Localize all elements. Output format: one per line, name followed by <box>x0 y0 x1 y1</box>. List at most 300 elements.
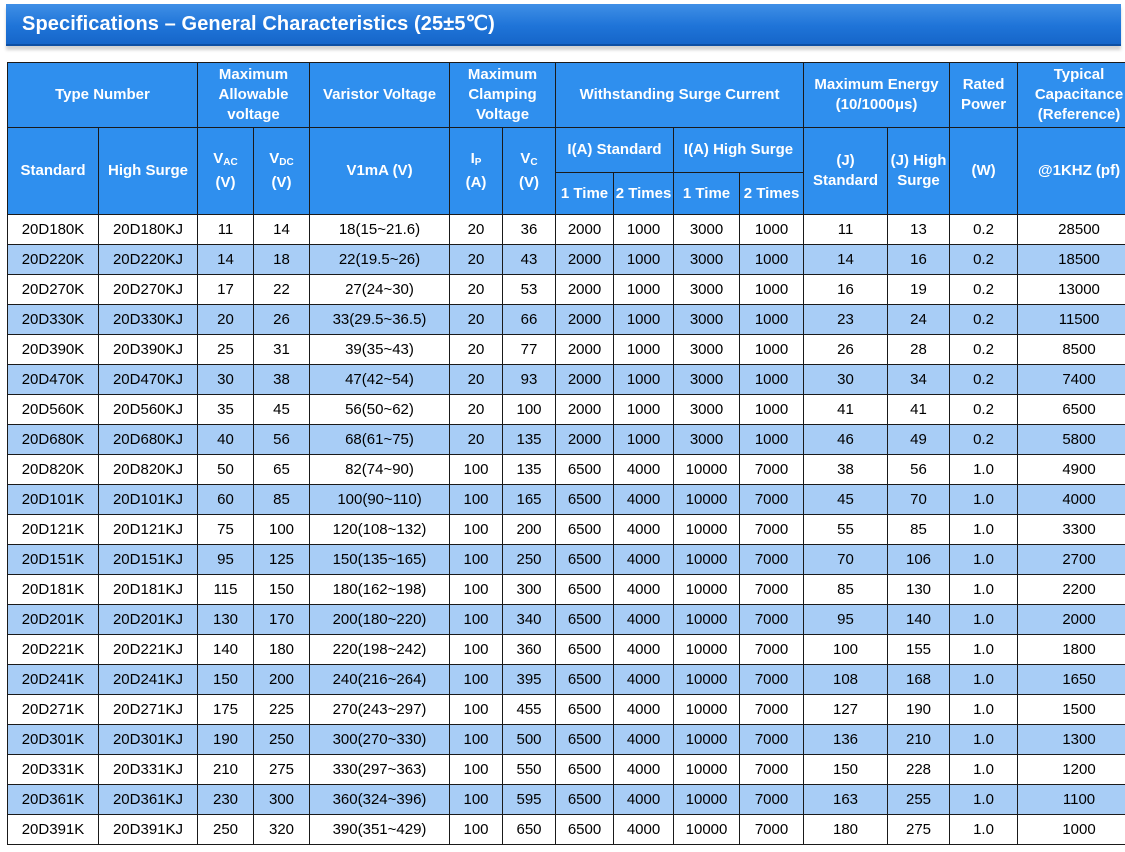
cell-type-high-surge: 20D391KJ <box>99 815 198 845</box>
cell-rated-power: 1.0 <box>950 485 1018 515</box>
header-withstanding-surge-current: Withstanding Surge Current <box>556 63 804 128</box>
header-power-unit: (W) <box>950 128 1018 215</box>
cell-surge-std-2: 1000 <box>614 305 674 335</box>
cell-surge-hs-1: 10000 <box>674 725 740 755</box>
cell-ip: 100 <box>450 725 503 755</box>
cell-type-standard: 20D330K <box>8 305 99 335</box>
cell-surge-std-1: 6500 <box>556 545 614 575</box>
cell-energy-hs: 155 <box>888 635 950 665</box>
cell-v1ma: 100(90~110) <box>310 485 450 515</box>
cell-surge-hs-2: 7000 <box>740 455 804 485</box>
cell-vc: 135 <box>503 455 556 485</box>
cell-type-high-surge: 20D121KJ <box>99 515 198 545</box>
cell-ip: 20 <box>450 215 503 245</box>
cell-surge-hs-1: 3000 <box>674 365 740 395</box>
header-vdc: $V_{DC}$ (V) <box>254 128 310 215</box>
cell-vdc: 38 <box>254 365 310 395</box>
cell-v1ma: 120(108~132) <box>310 515 450 545</box>
cell-energy-std: 46 <box>804 425 888 455</box>
header-max-clamping-voltage: Maximum Clamping Voltage <box>450 63 556 128</box>
cell-ip: 100 <box>450 545 503 575</box>
cell-surge-std-2: 4000 <box>614 815 674 845</box>
cell-energy-std: 45 <box>804 485 888 515</box>
cell-surge-std-2: 4000 <box>614 665 674 695</box>
cell-vc: 135 <box>503 425 556 455</box>
cell-rated-power: 1.0 <box>950 575 1018 605</box>
table-row <box>8 695 1125 725</box>
cell-energy-hs: 106 <box>888 545 950 575</box>
cell-vac: 14 <box>198 245 254 275</box>
cell-rated-power: 0.2 <box>950 365 1018 395</box>
cell-ip: 100 <box>450 575 503 605</box>
cell-rated-power: 1.0 <box>950 695 1018 725</box>
cell-vdc: 320 <box>254 815 310 845</box>
cell-rated-power: 1.0 <box>950 605 1018 635</box>
cell-vac: 75 <box>198 515 254 545</box>
cell-v1ma: 360(324~396) <box>310 785 450 815</box>
cell-energy-hs: 275 <box>888 815 950 845</box>
cell-rated-power: 1.0 <box>950 785 1018 815</box>
cell-surge-std-2: 4000 <box>614 455 674 485</box>
cell-energy-hs: 19 <box>888 275 950 305</box>
cell-energy-std: 11 <box>804 215 888 245</box>
cell-capacitance: 1800 <box>1018 635 1125 665</box>
spec-table <box>7 62 1125 845</box>
cell-energy-hs: 34 <box>888 365 950 395</box>
header-typical-capacitance: Typical Capacitance (Reference) <box>1018 63 1125 128</box>
header-std-one-time: 1 Time <box>556 173 614 215</box>
cell-capacitance: 4900 <box>1018 455 1125 485</box>
cell-vc: 455 <box>503 695 556 725</box>
cell-v1ma: 330(297~363) <box>310 755 450 785</box>
cell-surge-std-2: 1000 <box>614 425 674 455</box>
cell-vac: 150 <box>198 665 254 695</box>
cell-v1ma: 220(198~242) <box>310 635 450 665</box>
cell-type-high-surge: 20D201KJ <box>99 605 198 635</box>
cell-surge-std-2: 4000 <box>614 605 674 635</box>
cell-vdc: 225 <box>254 695 310 725</box>
cell-surge-std-2: 1000 <box>614 335 674 365</box>
cell-vdc: 200 <box>254 665 310 695</box>
table-row <box>8 725 1125 755</box>
cell-surge-hs-2: 1000 <box>740 245 804 275</box>
cell-capacitance: 1650 <box>1018 665 1125 695</box>
cell-surge-hs-1: 10000 <box>674 605 740 635</box>
cell-energy-std: 16 <box>804 275 888 305</box>
cell-ip: 20 <box>450 365 503 395</box>
cell-vac: 25 <box>198 335 254 365</box>
cell-surge-std-1: 2000 <box>556 425 614 455</box>
table-row <box>8 395 1125 425</box>
cell-surge-hs-2: 1000 <box>740 275 804 305</box>
cell-v1ma: 270(243~297) <box>310 695 450 725</box>
cell-vdc: 170 <box>254 605 310 635</box>
cell-rated-power: 0.2 <box>950 395 1018 425</box>
cell-energy-std: 23 <box>804 305 888 335</box>
cell-surge-std-1: 6500 <box>556 725 614 755</box>
cell-surge-hs-2: 1000 <box>740 335 804 365</box>
cell-vdc: 31 <box>254 335 310 365</box>
cell-capacitance: 7400 <box>1018 365 1125 395</box>
cell-surge-std-2: 4000 <box>614 485 674 515</box>
cell-vac: 140 <box>198 635 254 665</box>
cell-surge-std-1: 2000 <box>556 335 614 365</box>
table-row <box>8 605 1125 635</box>
cell-rated-power: 1.0 <box>950 455 1018 485</box>
header-type-number: Type Number <box>8 63 198 128</box>
header-std-two-times: 2 Times <box>614 173 674 215</box>
cell-type-high-surge: 20D181KJ <box>99 575 198 605</box>
cell-vc: 250 <box>503 545 556 575</box>
cell-capacitance: 1200 <box>1018 755 1125 785</box>
cell-energy-hs: 41 <box>888 395 950 425</box>
cell-vac: 250 <box>198 815 254 845</box>
cell-rated-power: 0.2 <box>950 425 1018 455</box>
cell-type-high-surge: 20D330KJ <box>99 305 198 335</box>
cell-rated-power: 1.0 <box>950 635 1018 665</box>
cell-vdc: 125 <box>254 545 310 575</box>
cell-capacitance: 13000 <box>1018 275 1125 305</box>
cell-type-high-surge: 20D470KJ <box>99 365 198 395</box>
cell-type-standard: 20D180K <box>8 215 99 245</box>
cell-vdc: 250 <box>254 725 310 755</box>
cell-type-standard: 20D390K <box>8 335 99 365</box>
cell-energy-hs: 56 <box>888 455 950 485</box>
cell-vdc: 85 <box>254 485 310 515</box>
cell-surge-hs-1: 3000 <box>674 335 740 365</box>
cell-energy-std: 30 <box>804 365 888 395</box>
cell-type-standard: 20D680K <box>8 425 99 455</box>
cell-vac: 210 <box>198 755 254 785</box>
cell-energy-hs: 85 <box>888 515 950 545</box>
cell-energy-std: 108 <box>804 665 888 695</box>
cell-energy-std: 180 <box>804 815 888 845</box>
cell-capacitance: 1000 <box>1018 815 1125 845</box>
cell-type-high-surge: 20D680KJ <box>99 425 198 455</box>
cell-capacitance: 4000 <box>1018 485 1125 515</box>
cell-rated-power: 1.0 <box>950 725 1018 755</box>
cell-energy-hs: 140 <box>888 605 950 635</box>
cell-type-high-surge: 20D180KJ <box>99 215 198 245</box>
cell-rated-power: 0.2 <box>950 275 1018 305</box>
cell-surge-hs-1: 10000 <box>674 635 740 665</box>
cell-type-high-surge: 20D241KJ <box>99 665 198 695</box>
cell-type-standard: 20D201K <box>8 605 99 635</box>
cell-vc: 550 <box>503 755 556 785</box>
table-row <box>8 635 1125 665</box>
cell-v1ma: 200(180~220) <box>310 605 450 635</box>
cell-vc: 53 <box>503 275 556 305</box>
header-max-energy: Maximum Energy (10/1000μs) <box>804 63 950 128</box>
cell-energy-hs: 210 <box>888 725 950 755</box>
cell-ip: 100 <box>450 515 503 545</box>
cell-surge-std-1: 6500 <box>556 485 614 515</box>
cell-surge-std-2: 4000 <box>614 515 674 545</box>
cell-surge-hs-2: 7000 <box>740 785 804 815</box>
cell-capacitance: 11500 <box>1018 305 1125 335</box>
cell-vc: 100 <box>503 395 556 425</box>
cell-vac: 230 <box>198 785 254 815</box>
cell-surge-hs-1: 3000 <box>674 215 740 245</box>
cell-type-high-surge: 20D221KJ <box>99 635 198 665</box>
cell-surge-hs-2: 7000 <box>740 515 804 545</box>
cell-vdc: 100 <box>254 515 310 545</box>
cell-surge-std-1: 6500 <box>556 665 614 695</box>
cell-surge-hs-2: 7000 <box>740 755 804 785</box>
cell-v1ma: 68(61~75) <box>310 425 450 455</box>
cell-surge-hs-1: 10000 <box>674 515 740 545</box>
cell-vac: 11 <box>198 215 254 245</box>
cell-surge-std-2: 1000 <box>614 365 674 395</box>
cell-surge-hs-1: 3000 <box>674 425 740 455</box>
cell-ip: 20 <box>450 395 503 425</box>
cell-vac: 95 <box>198 545 254 575</box>
cell-energy-std: 95 <box>804 605 888 635</box>
cell-capacitance: 18500 <box>1018 245 1125 275</box>
cell-v1ma: 180(162~198) <box>310 575 450 605</box>
cell-vdc: 18 <box>254 245 310 275</box>
cell-type-high-surge: 20D270KJ <box>99 275 198 305</box>
cell-vdc: 65 <box>254 455 310 485</box>
cell-ip: 20 <box>450 245 503 275</box>
cell-vc: 36 <box>503 215 556 245</box>
cell-ip: 20 <box>450 425 503 455</box>
cell-surge-hs-1: 3000 <box>674 305 740 335</box>
cell-energy-std: 38 <box>804 455 888 485</box>
cell-capacitance: 1300 <box>1018 725 1125 755</box>
cell-vc: 395 <box>503 665 556 695</box>
cell-energy-hs: 190 <box>888 695 950 725</box>
header-ia-high-surge: I(A) High Surge <box>674 128 804 173</box>
cell-surge-hs-1: 10000 <box>674 485 740 515</box>
cell-capacitance: 8500 <box>1018 335 1125 365</box>
cell-vc: 43 <box>503 245 556 275</box>
cell-energy-std: 85 <box>804 575 888 605</box>
cell-rated-power: 0.2 <box>950 215 1018 245</box>
cell-type-standard: 20D331K <box>8 755 99 785</box>
cell-vac: 35 <box>198 395 254 425</box>
cell-surge-hs-2: 7000 <box>740 485 804 515</box>
cell-vdc: 180 <box>254 635 310 665</box>
cell-surge-hs-2: 1000 <box>740 395 804 425</box>
cell-capacitance: 5800 <box>1018 425 1125 455</box>
cell-capacitance: 6500 <box>1018 395 1125 425</box>
header-ip: $I_P$ (A) <box>450 128 503 215</box>
cell-surge-hs-1: 3000 <box>674 275 740 305</box>
header-vc: $V_C$ (V) <box>503 128 556 215</box>
header-energy-standard: (J) Standard <box>804 128 888 215</box>
cell-vc: 650 <box>503 815 556 845</box>
cell-surge-std-2: 1000 <box>614 245 674 275</box>
cell-ip: 100 <box>450 665 503 695</box>
cell-surge-hs-1: 10000 <box>674 665 740 695</box>
cell-type-standard: 20D361K <box>8 785 99 815</box>
cell-type-high-surge: 20D151KJ <box>99 545 198 575</box>
cell-surge-hs-2: 1000 <box>740 215 804 245</box>
cell-rated-power: 1.0 <box>950 755 1018 785</box>
cell-ip: 100 <box>450 695 503 725</box>
cell-type-standard: 20D301K <box>8 725 99 755</box>
cell-vc: 595 <box>503 785 556 815</box>
cell-surge-std-2: 1000 <box>614 395 674 425</box>
cell-surge-std-1: 6500 <box>556 755 614 785</box>
cell-surge-std-1: 6500 <box>556 605 614 635</box>
cell-type-standard: 20D820K <box>8 455 99 485</box>
cell-ip: 100 <box>450 605 503 635</box>
cell-surge-hs-1: 3000 <box>674 245 740 275</box>
cell-vac: 190 <box>198 725 254 755</box>
cell-surge-hs-2: 7000 <box>740 665 804 695</box>
cell-type-standard: 20D151K <box>8 545 99 575</box>
cell-rated-power: 1.0 <box>950 665 1018 695</box>
table-row <box>8 755 1125 785</box>
cell-capacitance: 28500 <box>1018 215 1125 245</box>
cell-v1ma: 22(19.5~26) <box>310 245 450 275</box>
cell-energy-std: 14 <box>804 245 888 275</box>
cell-surge-std-1: 2000 <box>556 305 614 335</box>
cell-surge-hs-2: 1000 <box>740 425 804 455</box>
cell-energy-std: 55 <box>804 515 888 545</box>
table-row <box>8 365 1125 395</box>
cell-vc: 340 <box>503 605 556 635</box>
cell-ip: 100 <box>450 485 503 515</box>
table-row <box>8 575 1125 605</box>
cell-energy-hs: 28 <box>888 335 950 365</box>
cell-vdc: 22 <box>254 275 310 305</box>
cell-surge-hs-1: 3000 <box>674 395 740 425</box>
header-capacitance-unit: @1KHZ (pf) <box>1018 128 1125 215</box>
cell-type-high-surge: 20D271KJ <box>99 695 198 725</box>
cell-surge-std-1: 2000 <box>556 215 614 245</box>
cell-vc: 77 <box>503 335 556 365</box>
page-title: Specifications – General Characteristics (25±5℃) <box>22 13 495 35</box>
table-row <box>8 545 1125 575</box>
cell-surge-hs-2: 7000 <box>740 635 804 665</box>
cell-energy-std: 163 <box>804 785 888 815</box>
cell-ip: 20 <box>450 335 503 365</box>
cell-rated-power: 1.0 <box>950 815 1018 845</box>
cell-vdc: 300 <box>254 785 310 815</box>
cell-surge-std-1: 6500 <box>556 635 614 665</box>
table-row <box>8 245 1125 275</box>
cell-type-standard: 20D241K <box>8 665 99 695</box>
table-row <box>8 335 1125 365</box>
cell-surge-hs-2: 7000 <box>740 695 804 725</box>
cell-type-high-surge: 20D331KJ <box>99 755 198 785</box>
cell-type-high-surge: 20D301KJ <box>99 725 198 755</box>
header-v1ma: V1mA (V) <box>310 128 450 215</box>
cell-energy-hs: 16 <box>888 245 950 275</box>
cell-rated-power: 0.2 <box>950 335 1018 365</box>
title-bar <box>6 4 1121 46</box>
cell-capacitance: 3300 <box>1018 515 1125 545</box>
table-row <box>8 515 1125 545</box>
cell-vc: 500 <box>503 725 556 755</box>
cell-v1ma: 300(270~330) <box>310 725 450 755</box>
table-row <box>8 785 1125 815</box>
header-vac: $V_{AC}$ (V) <box>198 128 254 215</box>
cell-surge-hs-2: 7000 <box>740 545 804 575</box>
cell-type-high-surge: 20D820KJ <box>99 455 198 485</box>
cell-type-high-surge: 20D101KJ <box>99 485 198 515</box>
cell-type-standard: 20D220K <box>8 245 99 275</box>
cell-capacitance: 2200 <box>1018 575 1125 605</box>
cell-surge-hs-1: 10000 <box>674 815 740 845</box>
cell-surge-hs-1: 10000 <box>674 575 740 605</box>
cell-surge-std-1: 2000 <box>556 245 614 275</box>
cell-type-standard: 20D270K <box>8 275 99 305</box>
cell-vac: 30 <box>198 365 254 395</box>
cell-energy-hs: 13 <box>888 215 950 245</box>
cell-vac: 175 <box>198 695 254 725</box>
cell-energy-std: 150 <box>804 755 888 785</box>
cell-vc: 93 <box>503 365 556 395</box>
cell-type-standard: 20D221K <box>8 635 99 665</box>
header-varistor-voltage: Varistor Voltage <box>310 63 450 128</box>
cell-ip: 100 <box>450 455 503 485</box>
cell-v1ma: 150(135~165) <box>310 545 450 575</box>
cell-surge-hs-2: 1000 <box>740 305 804 335</box>
cell-vdc: 26 <box>254 305 310 335</box>
cell-vac: 60 <box>198 485 254 515</box>
cell-type-standard: 20D181K <box>8 575 99 605</box>
cell-surge-std-1: 6500 <box>556 785 614 815</box>
cell-vac: 40 <box>198 425 254 455</box>
cell-surge-std-2: 1000 <box>614 275 674 305</box>
table-row <box>8 485 1125 515</box>
cell-energy-std: 70 <box>804 545 888 575</box>
cell-surge-hs-1: 10000 <box>674 545 740 575</box>
cell-ip: 100 <box>450 755 503 785</box>
cell-rated-power: 0.2 <box>950 245 1018 275</box>
cell-vc: 66 <box>503 305 556 335</box>
cell-energy-hs: 130 <box>888 575 950 605</box>
cell-energy-hs: 228 <box>888 755 950 785</box>
header-standard: Standard <box>8 128 99 215</box>
cell-vdc: 45 <box>254 395 310 425</box>
cell-surge-std-1: 2000 <box>556 275 614 305</box>
cell-vdc: 275 <box>254 755 310 785</box>
table-row <box>8 425 1125 455</box>
cell-energy-std: 100 <box>804 635 888 665</box>
spec-table-body <box>8 215 1125 845</box>
cell-type-high-surge: 20D390KJ <box>99 335 198 365</box>
cell-capacitance: 2700 <box>1018 545 1125 575</box>
cell-v1ma: 82(74~90) <box>310 455 450 485</box>
cell-vac: 115 <box>198 575 254 605</box>
cell-ip: 100 <box>450 815 503 845</box>
cell-ip: 20 <box>450 275 503 305</box>
cell-surge-std-1: 6500 <box>556 815 614 845</box>
cell-type-standard: 20D121K <box>8 515 99 545</box>
table-row <box>8 665 1125 695</box>
cell-vc: 200 <box>503 515 556 545</box>
cell-capacitance: 2000 <box>1018 605 1125 635</box>
cell-surge-std-1: 6500 <box>556 575 614 605</box>
cell-vac: 17 <box>198 275 254 305</box>
cell-surge-std-2: 4000 <box>614 635 674 665</box>
cell-vdc: 14 <box>254 215 310 245</box>
cell-energy-std: 26 <box>804 335 888 365</box>
header-ia-standard: I(A) Standard <box>556 128 674 173</box>
cell-type-standard: 20D470K <box>8 365 99 395</box>
cell-v1ma: 18(15~21.6) <box>310 215 450 245</box>
cell-surge-hs-1: 10000 <box>674 455 740 485</box>
cell-energy-hs: 70 <box>888 485 950 515</box>
cell-surge-std-2: 4000 <box>614 785 674 815</box>
cell-energy-std: 41 <box>804 395 888 425</box>
cell-energy-std: 127 <box>804 695 888 725</box>
